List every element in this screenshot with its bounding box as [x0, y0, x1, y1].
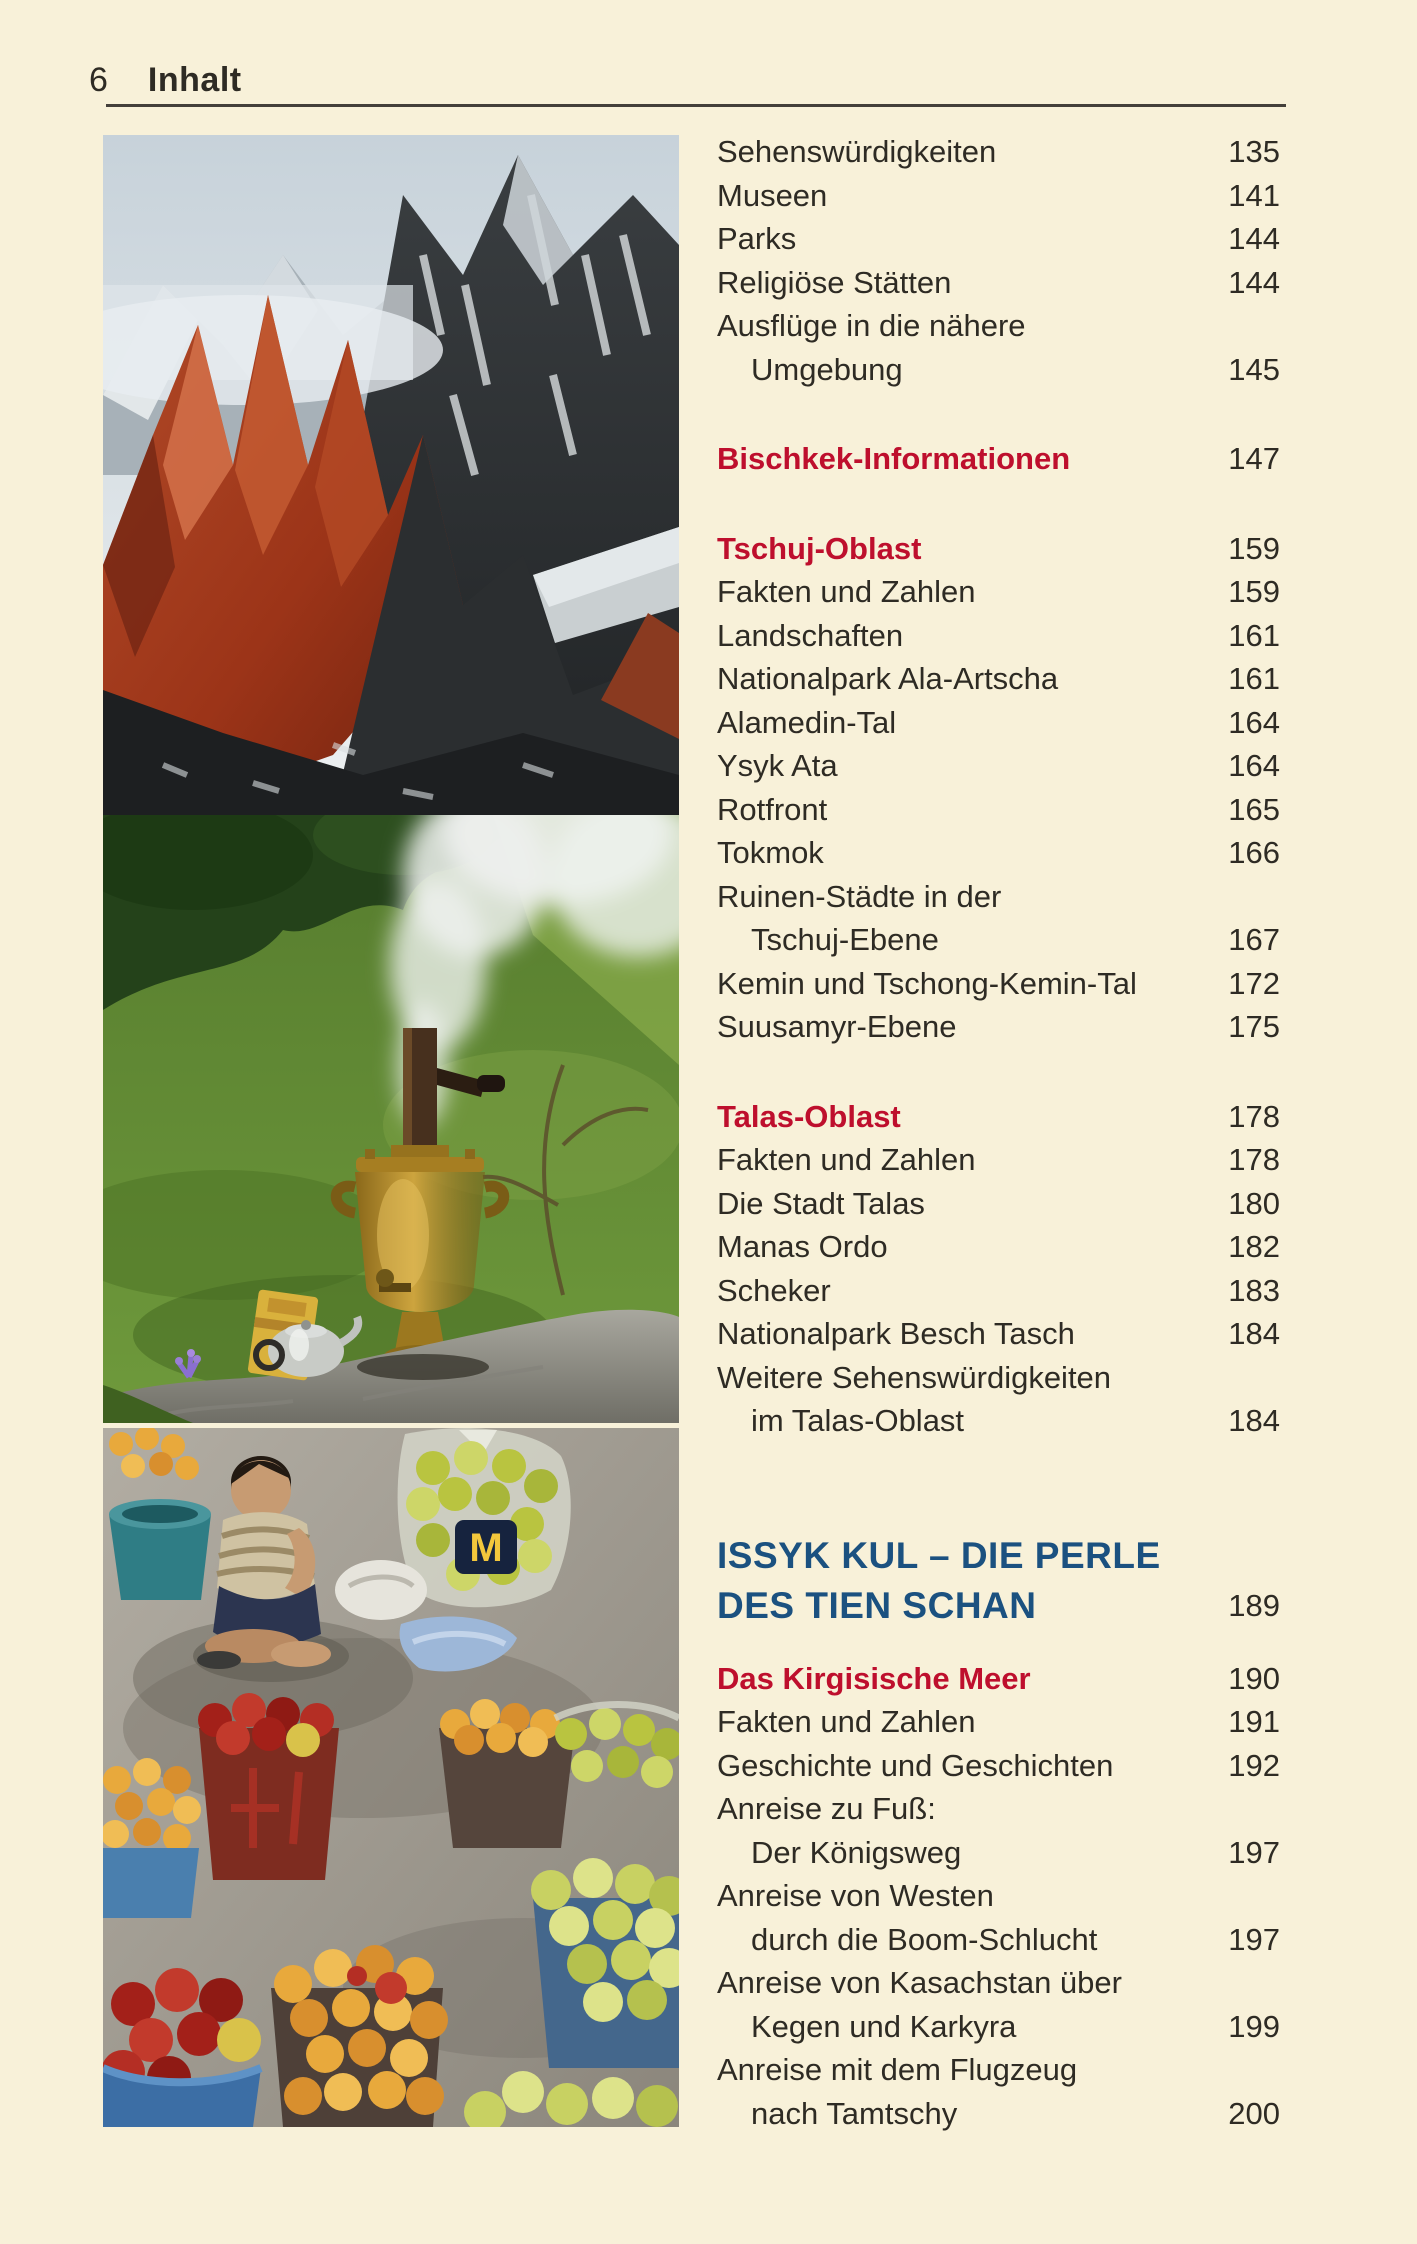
- toc-entry-page-number: 144: [1228, 264, 1280, 300]
- toc-entry-title: durch die Boom-Schlucht: [751, 1921, 1098, 1957]
- header-rule: [106, 104, 1286, 107]
- toc-entry-page-number: 164: [1228, 748, 1280, 784]
- toc-entry-title: Fakten und Zahlen: [717, 574, 976, 610]
- toc-entry-title: Alamedin-Tal: [717, 704, 897, 740]
- toc-entry: [717, 1312, 1280, 1356]
- toc-entry: [717, 701, 1280, 745]
- toc-entry-title: nach Tamtschy: [751, 2095, 958, 2131]
- toc-chapter-heading: [717, 437, 1280, 481]
- toc-part-heading: [717, 1581, 1280, 1631]
- toc-entry: [717, 1744, 1280, 1788]
- toc-entry-title: Geschichte und Geschichten: [717, 1747, 1114, 1783]
- toc-entry-page-number: 147: [1228, 441, 1280, 477]
- toc-entry-title: Ysyk Ata: [717, 748, 838, 784]
- toc-entry-title: Tschuj-Ebene: [751, 922, 939, 958]
- toc-entry: [717, 217, 1280, 261]
- toc-entry-title: Der Königsweg: [751, 1834, 962, 1870]
- toc-entry: [717, 1787, 1280, 1831]
- toc-entry-title: Scheker: [717, 1272, 831, 1308]
- toc-entry: [717, 1005, 1280, 1049]
- toc-entry-title: Nationalpark Ala-Artscha: [717, 661, 1059, 697]
- toc-group: [717, 1657, 1280, 2136]
- toc-entry: [717, 1269, 1280, 1313]
- toc-entry-title: Sehenswürdigkeiten: [717, 134, 997, 170]
- toc-group: [717, 527, 1280, 1049]
- toc-entry-page-number: 199: [1228, 2008, 1280, 2044]
- toc-entry-title: Tokmok: [717, 835, 824, 871]
- toc-entry-page-number: 189: [1228, 1588, 1280, 1623]
- toc-entry-page-number: 178: [1228, 1098, 1280, 1134]
- toc: [717, 130, 1280, 2135]
- toc-entry-title: Ruinen-Städte in der: [717, 878, 1002, 914]
- toc-entry-page-number: 184: [1228, 1316, 1280, 1352]
- samovar-meadow-photo: [103, 815, 679, 1423]
- toc-entry: [717, 788, 1280, 832]
- toc-entry-title: Suusamyr-Ebene: [717, 1009, 957, 1045]
- toc-entry: [717, 1700, 1280, 1744]
- toc-group: [717, 437, 1280, 481]
- toc-entry: [717, 261, 1280, 305]
- toc-entry-page-number: 190: [1228, 1660, 1280, 1696]
- toc-entry-title: Fakten und Zahlen: [717, 1704, 976, 1740]
- toc-group: [717, 1531, 1280, 1631]
- toc-entry-page-number: 192: [1228, 1747, 1280, 1783]
- toc-entry-page-number: 191: [1228, 1704, 1280, 1740]
- toc-entry-title: Religiöse Stätten: [717, 264, 952, 300]
- toc-entry-title: Anreise von Westen: [717, 1878, 994, 1914]
- samovar-illustration: [103, 815, 679, 1423]
- toc-entry-title: Anreise zu Fuß:: [717, 1791, 936, 1827]
- toc-entry-page-number: 175: [1228, 1009, 1280, 1045]
- mountains-illustration: [103, 135, 679, 815]
- mountains-red-rock-photo: [103, 135, 679, 815]
- toc-entry-title: ISSYK KUL – DIE PERLE: [717, 1535, 1161, 1576]
- toc-group: [717, 1095, 1280, 1443]
- apple-market-photo: [103, 1428, 679, 2127]
- toc-entry-title: Anreise von Kasachstan über: [717, 1965, 1122, 2001]
- toc-chapter-heading: [717, 527, 1280, 571]
- page-header: [89, 62, 242, 98]
- toc-entry-title: Landschaften: [717, 617, 904, 653]
- toc-entry-page-number: 135: [1228, 134, 1280, 170]
- toc-entry: [717, 1918, 1280, 1962]
- toc-entry-title: Talas-Oblast: [717, 1098, 901, 1134]
- toc-entry: [717, 130, 1280, 174]
- toc-entry-page-number: 183: [1228, 1272, 1280, 1308]
- toc-entry: [717, 304, 1280, 348]
- toc-chapter-heading: [717, 1657, 1280, 1701]
- toc-entry-page-number: 200: [1228, 2095, 1280, 2131]
- toc-entry: [717, 1961, 1280, 2005]
- toc-entry-title: DES TIEN SCHAN: [717, 1585, 1037, 1626]
- toc-entry: [717, 1874, 1280, 1918]
- toc-entry-title: Bischkek-Informationen: [717, 441, 1071, 477]
- toc-entry-title: Nationalpark Besch Tasch: [717, 1316, 1075, 1352]
- toc-entry-title: Manas Ordo: [717, 1229, 888, 1265]
- folio-page-number: 6: [89, 61, 108, 99]
- toc-entry: [717, 1225, 1280, 1269]
- toc-entry-page-number: 184: [1228, 1403, 1280, 1439]
- bag-logo-letter: M: [469, 1526, 503, 1570]
- toc-entry: [717, 174, 1280, 218]
- toc-entry: [717, 875, 1280, 919]
- toc-entry: [717, 831, 1280, 875]
- toc-entry: [717, 348, 1280, 392]
- toc-entry: [717, 744, 1280, 788]
- toc-entry-page-number: 144: [1228, 221, 1280, 257]
- toc-entry-page-number: 164: [1228, 704, 1280, 740]
- toc-entry-page-number: 141: [1228, 177, 1280, 213]
- toc-entry-title: Das Kirgisische Meer: [717, 1660, 1031, 1696]
- toc-entry-title: Weitere Sehenswürdigkeiten: [717, 1359, 1112, 1395]
- toc-entry: [717, 1356, 1280, 1400]
- toc-entry-title: Parks: [717, 221, 797, 257]
- toc-entry-page-number: 197: [1228, 1834, 1280, 1870]
- toc-entry: [717, 1138, 1280, 1182]
- toc-entry-title: Tschuj-Oblast: [717, 530, 922, 566]
- apple-market-illustration: [103, 1428, 679, 2127]
- toc-entry-page-number: 161: [1228, 661, 1280, 697]
- toc-entry: [717, 962, 1280, 1006]
- toc-entry: [717, 614, 1280, 658]
- toc-entry-title: Ausflüge in die nähere: [717, 308, 1026, 344]
- toc-entry-page-number: 172: [1228, 965, 1280, 1001]
- toc-entry: [717, 2092, 1280, 2136]
- toc-entry: [717, 657, 1280, 701]
- toc-entry-page-number: 159: [1228, 574, 1280, 610]
- toc-entry-page-number: 167: [1228, 922, 1280, 958]
- toc-chapter-heading: [717, 1095, 1280, 1139]
- toc-entry-title: Museen: [717, 177, 828, 213]
- toc-group: [717, 130, 1280, 391]
- toc-entry: [717, 2048, 1280, 2092]
- page-title: Inhalt: [147, 61, 242, 99]
- toc-entry-title: Kemin und Tschong-Kemin-Tal: [717, 965, 1137, 1001]
- toc-entry-page-number: 161: [1228, 617, 1280, 653]
- toc-entry: [717, 570, 1280, 614]
- toc-entry-title: Kegen und Karkyra: [751, 2008, 1017, 2044]
- toc-entry-page-number: 197: [1228, 1921, 1280, 1957]
- toc-entry-page-number: 182: [1228, 1229, 1280, 1265]
- toc-entry: [717, 1399, 1280, 1443]
- toc-entry-title: im Talas-Oblast: [751, 1403, 965, 1439]
- toc-entry: [717, 918, 1280, 962]
- toc-entry: [717, 2005, 1280, 2049]
- toc-entry-page-number: 180: [1228, 1185, 1280, 1221]
- toc-entry: [717, 1831, 1280, 1875]
- toc-entry-page-number: 178: [1228, 1142, 1280, 1178]
- toc-entry-title: Umgebung: [751, 351, 903, 387]
- toc-entry: [717, 1182, 1280, 1226]
- toc-entry-title: Fakten und Zahlen: [717, 1142, 976, 1178]
- toc-entry-page-number: 159: [1228, 530, 1280, 566]
- toc-entry-title: Anreise mit dem Flugzeug: [717, 2052, 1078, 2088]
- toc-entry-page-number: 165: [1228, 791, 1280, 827]
- toc-entry-title: Die Stadt Talas: [717, 1185, 925, 1221]
- toc-entry-title: Rotfront: [717, 791, 828, 827]
- toc-entry-page-number: 145: [1228, 351, 1280, 387]
- toc-part-heading: [717, 1531, 1280, 1581]
- toc-entry-page-number: 166: [1228, 835, 1280, 871]
